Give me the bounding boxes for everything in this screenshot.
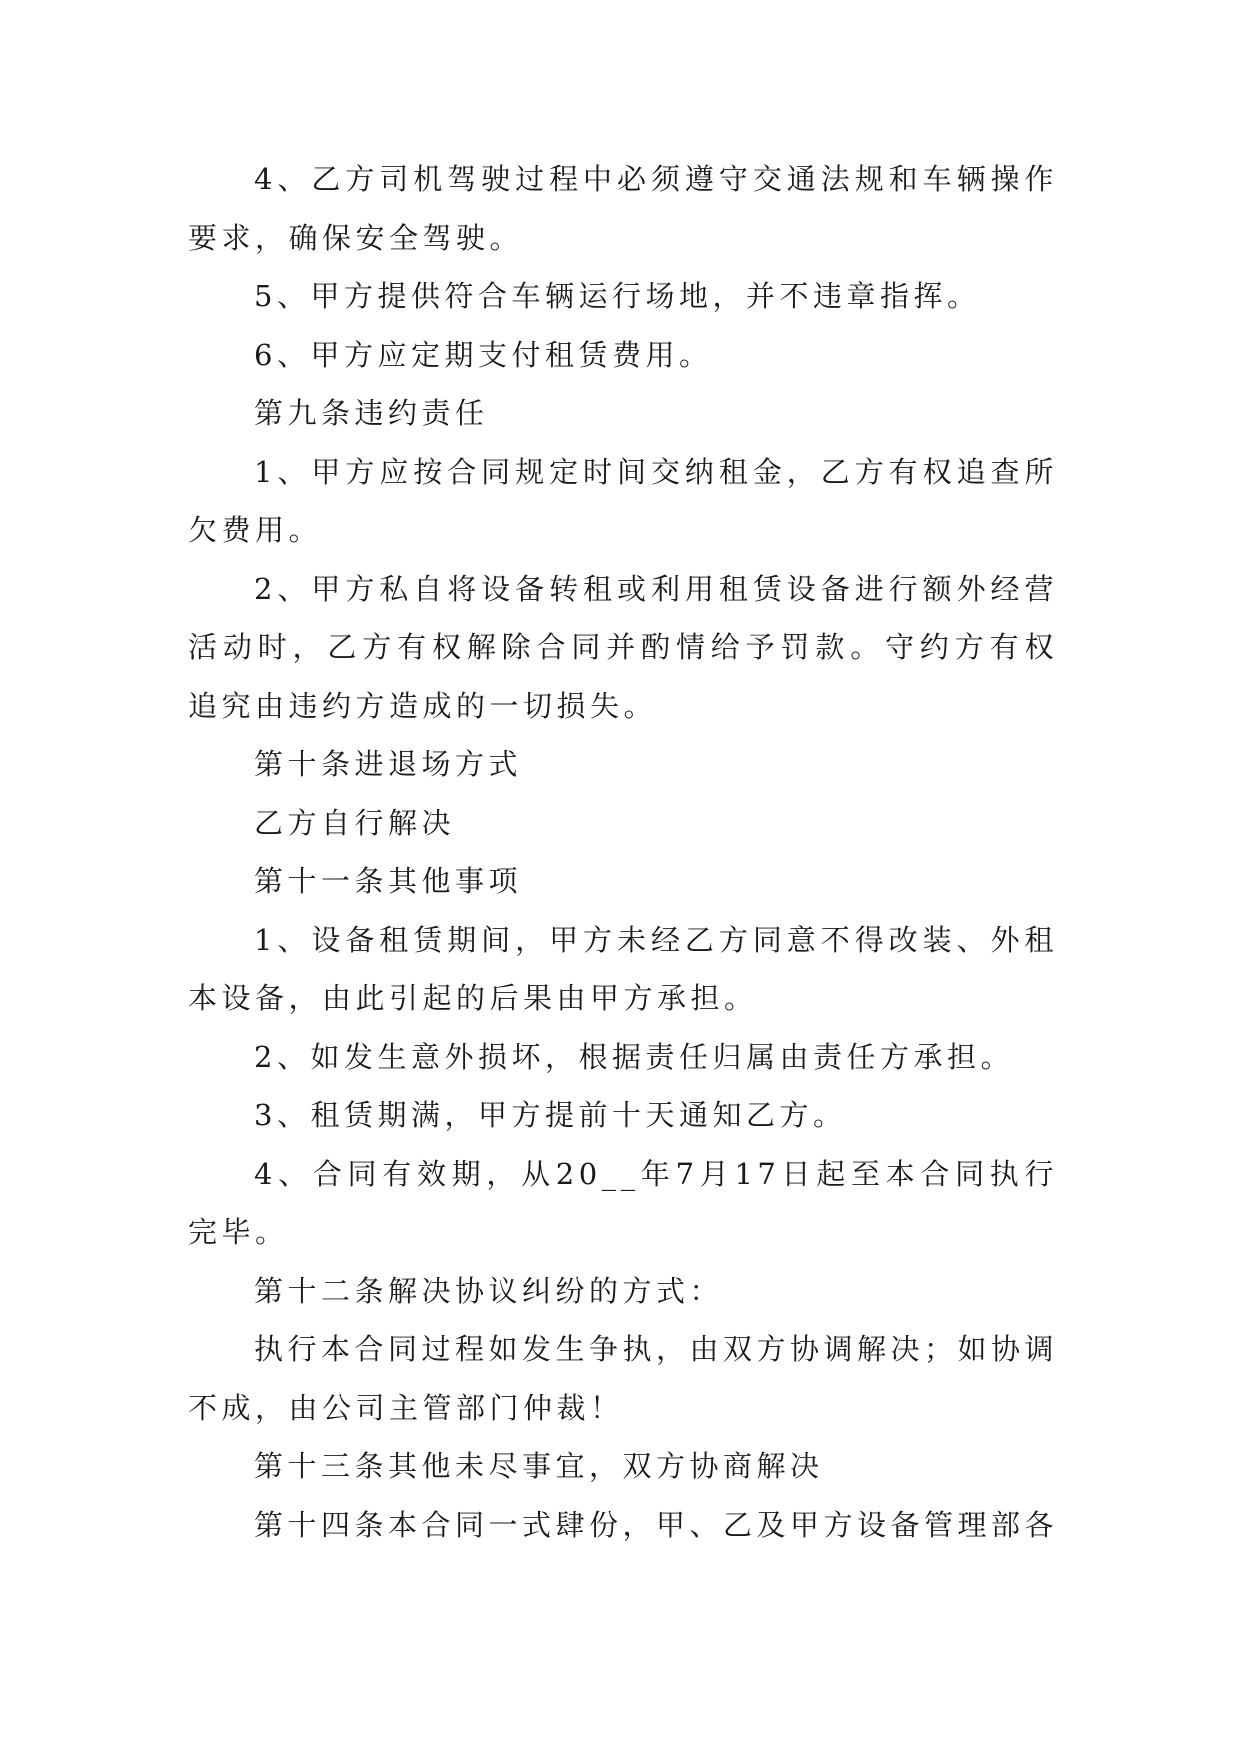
paragraph-self-resolve: 乙方自行解决 [254,805,456,840]
document-body [188,150,1058,1554]
section-heading-article-10: 第十条进退场方式 [254,747,523,781]
section-heading-article-14: 第十四条本合同一式肆份，甲、乙及甲方设备管理部各 [254,1507,1059,1542]
paragraph-payment: 6、甲方应定期支付租赁费用。 [254,337,713,372]
paragraph-validity-period: 4、合同有效期，从20__年7月17日起至本合同执行完毕。 [188,1156,1058,1249]
paragraph-lease-expiry: 3、租赁期满，甲方提前十天通知乙方。 [254,1098,847,1132]
section-heading-article-9: 第九条违约责任 [254,396,489,430]
paragraph-no-modification: 1、设备租赁期间，甲方未经乙方同意不得改装、外租本设备，由此引起的后果由甲方承担。 [188,922,1058,1015]
section-heading-article-11: 第十一条其他事项 [254,864,523,898]
section-heading-article-12: 第十二条解决协议纠纷的方式： [254,1273,724,1308]
paragraph-rent-due: 1、甲方应按合同规定时间交纳租金，乙方有权追查所欠费用。 [188,454,1058,547]
paragraph-site-provision: 5、甲方提供符合车辆运行场地，并不违章指挥。 [254,279,981,313]
paragraph-sublease-penalty: 2、甲方私自将设备转租或利用租赁设备进行额外经营活动时，乙方有权解除合同并酌情给予罚款。守约方有权追究由违约方造成的一切损失。 [188,571,1058,723]
paragraph-driver-safety: 4、乙方司机驾驶过程中必须遵守交通法规和车辆操作要求，确保安全驾驶。 [188,162,1058,255]
paragraph-dispute-resolution: 执行本合同过程如发生争执，由双方协调解决；如协调不成，由公司主管部门仲裁！ [188,1332,1059,1425]
paragraph-accidental-damage: 2、如发生意外损坏，根据责任归属由责任方承担。 [254,1039,1014,1074]
section-heading-article-13: 第十三条其他未尽事宜，双方协商解决 [254,1449,824,1483]
